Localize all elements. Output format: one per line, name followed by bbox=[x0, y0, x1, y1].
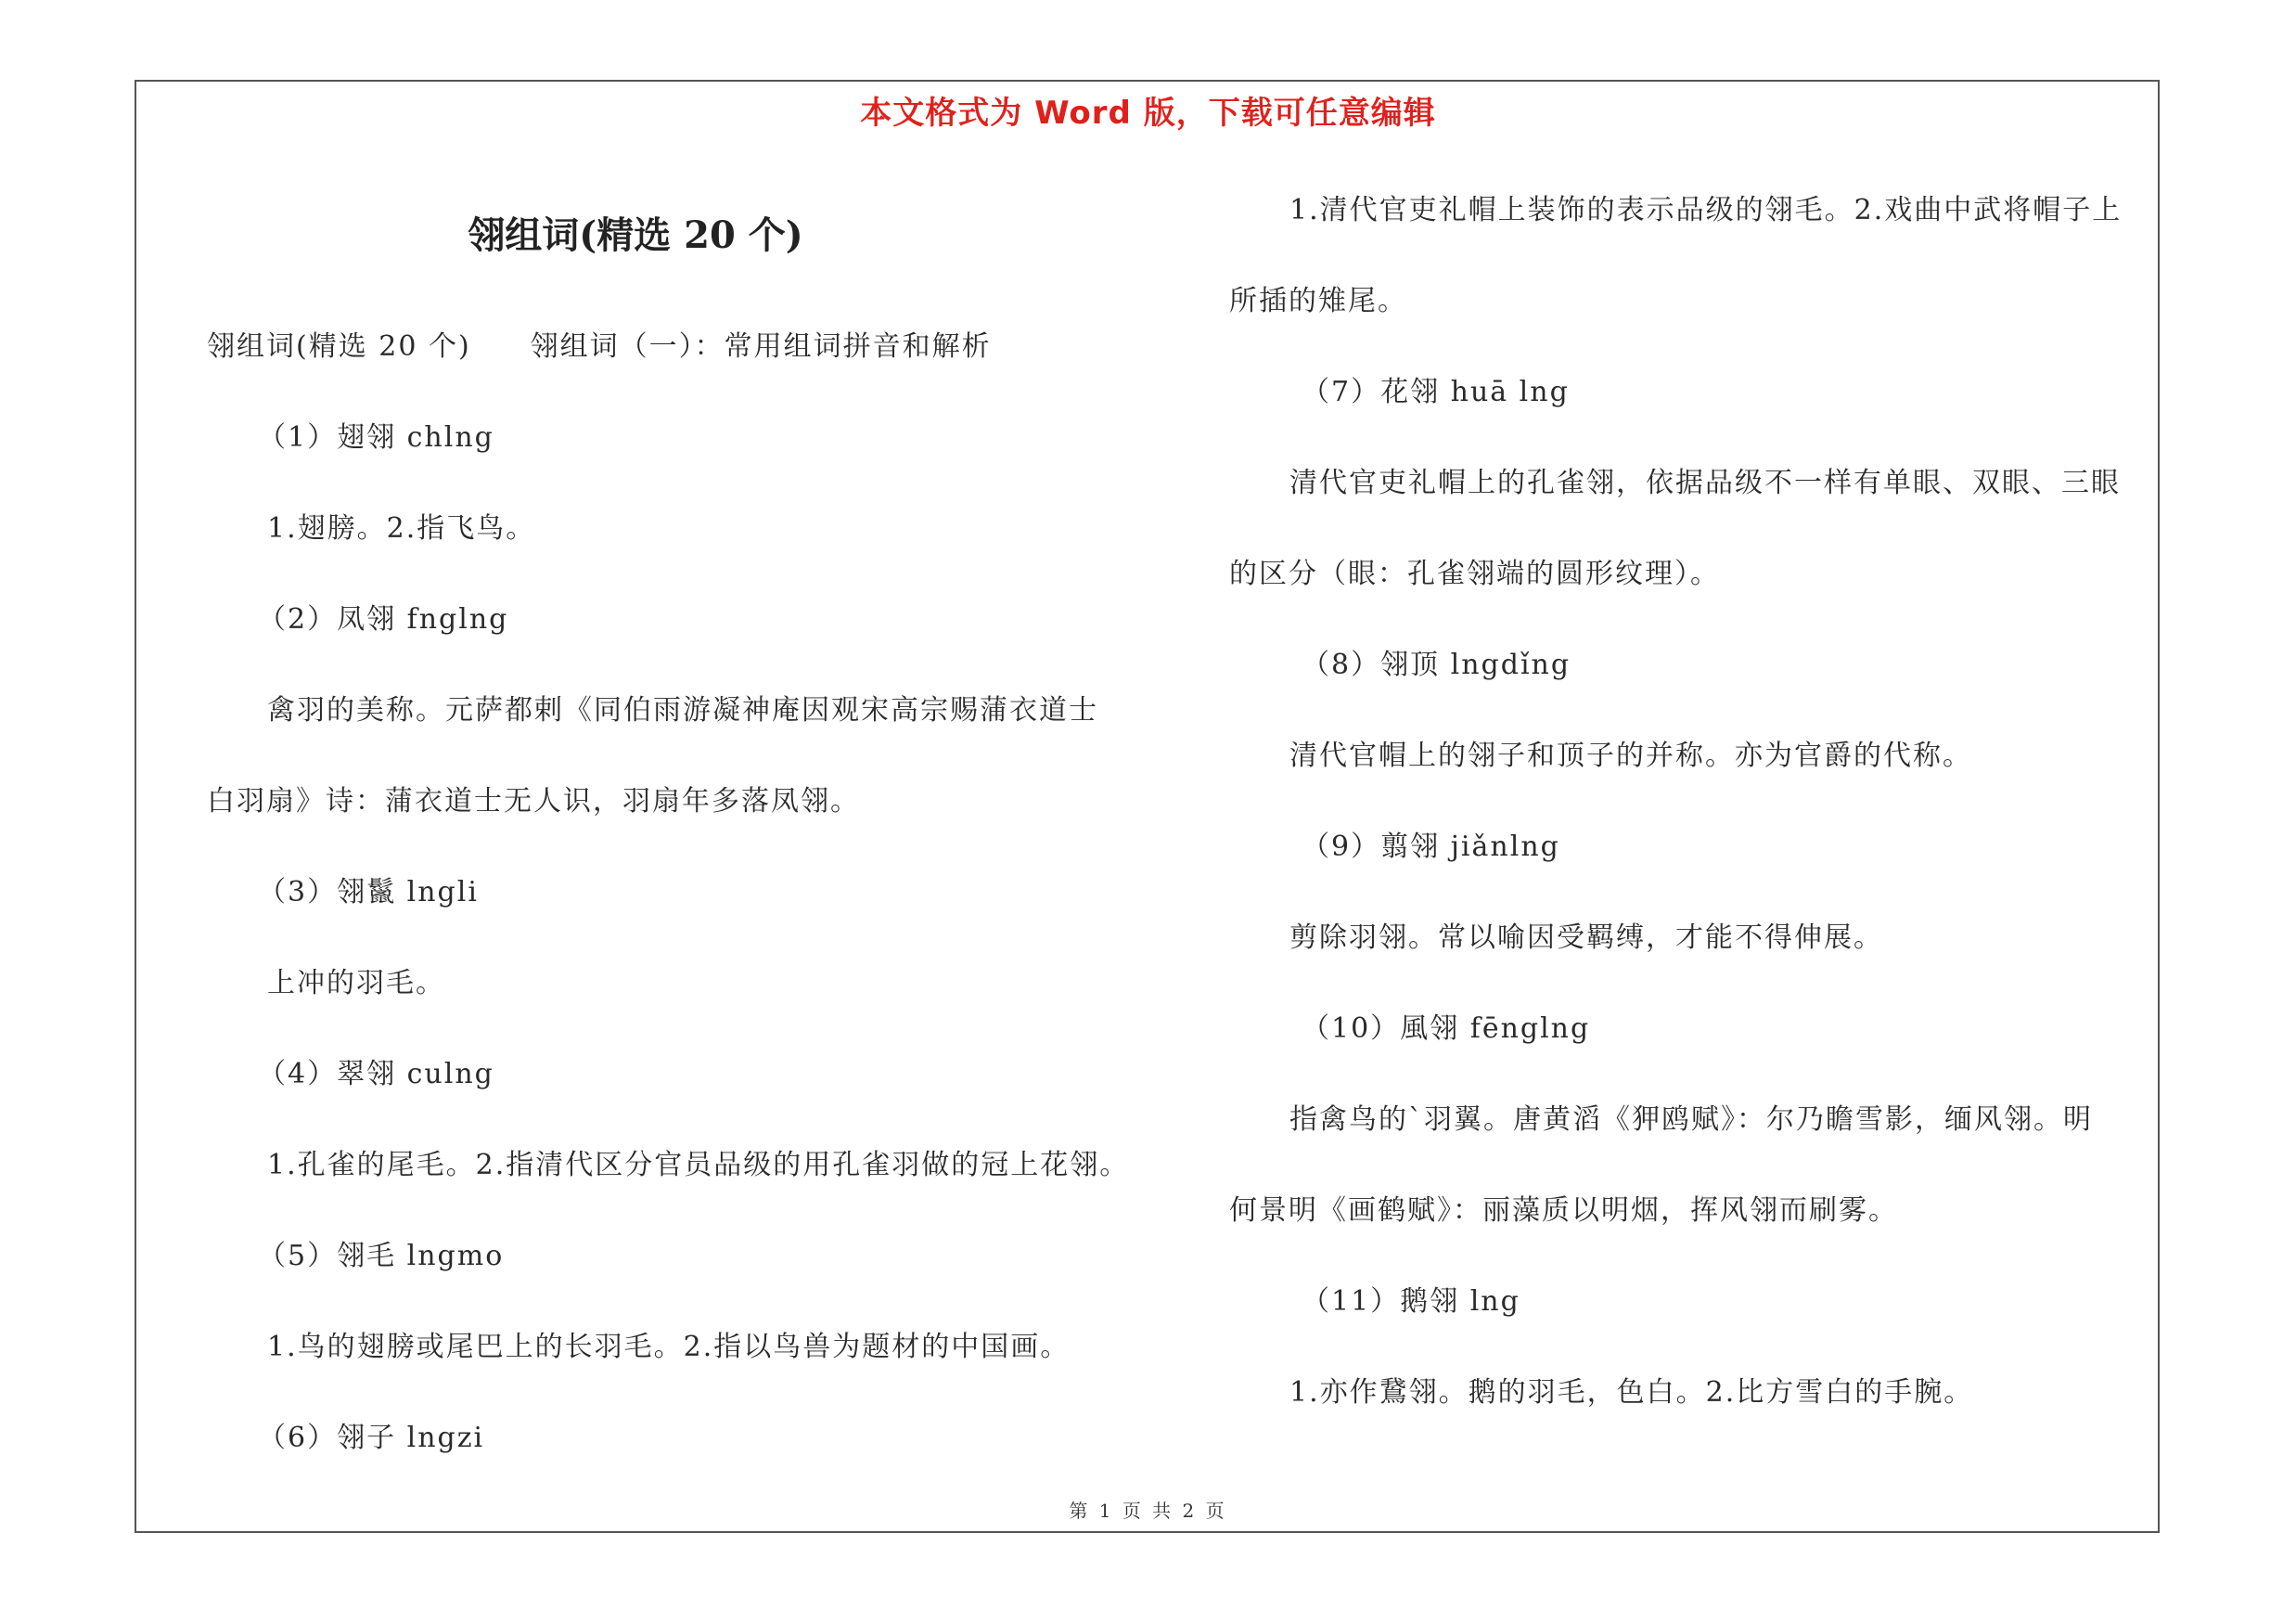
entry-2-heading: （2）凤翎 fnglng bbox=[258, 603, 509, 636]
entry-10-definition-line-2: 何景明《画鹤赋》：丽藻质以明烟，挥风翎而刷雾。 bbox=[1229, 1194, 1898, 1227]
entry-9-heading: （9）翦翎 jiǎnlng bbox=[1302, 831, 1560, 863]
entry-4-definition: 1.孔雀的尾毛。2.指清代区分官员品级的用孔雀羽做的冠上花翎。 bbox=[267, 1149, 1130, 1181]
entry-3-heading: （3）翎鬣 lngli bbox=[258, 876, 479, 908]
entry-6-definition-line-2: 所插的雉尾。 bbox=[1229, 285, 1407, 317]
entry-7-definition-line-1: 清代官吏礼帽上的孔雀翎，依据品级不一样有单眼、双眼、三眼 bbox=[1289, 467, 2121, 499]
page-number-footer: 第 1 页 共 2 页 bbox=[1069, 1500, 1227, 1522]
entry-2-definition-line-1: 禽羽的美称。元萨都剌《同伯雨游凝神庵因观宋高宗赐蒲衣道士 bbox=[267, 694, 1098, 727]
entry-7-heading: （7）花翎 huā lng bbox=[1302, 376, 1570, 408]
entry-10-heading: （10）風翎 fēnglng bbox=[1302, 1012, 1591, 1045]
entry-6-heading: （6）翎子 lngzi bbox=[258, 1422, 485, 1454]
entry-4-heading: （4）翠翎 culng bbox=[258, 1058, 494, 1090]
intro-line: 翎组词(精选 20 个) 翎组词（一）：常用组词拼音和解析 bbox=[207, 330, 992, 363]
entry-11-heading: （11）鹅翎 lng bbox=[1302, 1285, 1520, 1318]
entry-1-definition: 1.翅膀。2.指飞鸟。 bbox=[267, 512, 536, 545]
entry-2-definition-line-2: 白羽扇》诗：蒲衣道士无人识，羽扇年多落凤翎。 bbox=[207, 785, 860, 818]
entry-8-definition: 清代官帽上的翎子和顶子的并称。亦为官爵的代称。 bbox=[1289, 740, 1972, 772]
entry-9-definition: 剪除羽翎。常以喻因受羁缚，才能不得伸展。 bbox=[1289, 921, 1883, 954]
entry-1-heading: （1）翅翎 chlng bbox=[258, 421, 494, 454]
entry-5-heading: （5）翎毛 lngmo bbox=[258, 1240, 505, 1272]
entry-10-definition-line-1: 指禽鸟的`羽翼。唐黄滔《狎鸥赋》：尔乃瞻雪影，缅风翎。明 bbox=[1289, 1103, 2093, 1136]
document-title: 翎组词(精选 20 个) bbox=[468, 213, 803, 257]
entry-3-definition: 上冲的羽毛。 bbox=[267, 967, 445, 999]
entry-7-definition-line-2: 的区分（眼：孔雀翎端的圆形纹理）。 bbox=[1229, 558, 1720, 590]
entry-11-definition: 1.亦作鵞翎。鹅的羽毛，色白。2.比方雪白的手腕。 bbox=[1289, 1376, 1974, 1409]
format-banner: 本文格式为 Word 版，下载可任意编辑 bbox=[860, 95, 1436, 132]
entry-8-heading: （8）翎顶 lngdǐng bbox=[1302, 649, 1571, 681]
entry-6-definition-line-1: 1.清代官吏礼帽上装饰的表示品级的翎毛。2.戏曲中武将帽子上 bbox=[1289, 194, 2123, 226]
entry-5-definition: 1.鸟的翅膀或尾巴上的长羽毛。2.指以鸟兽为题材的中国画。 bbox=[267, 1331, 1071, 1363]
